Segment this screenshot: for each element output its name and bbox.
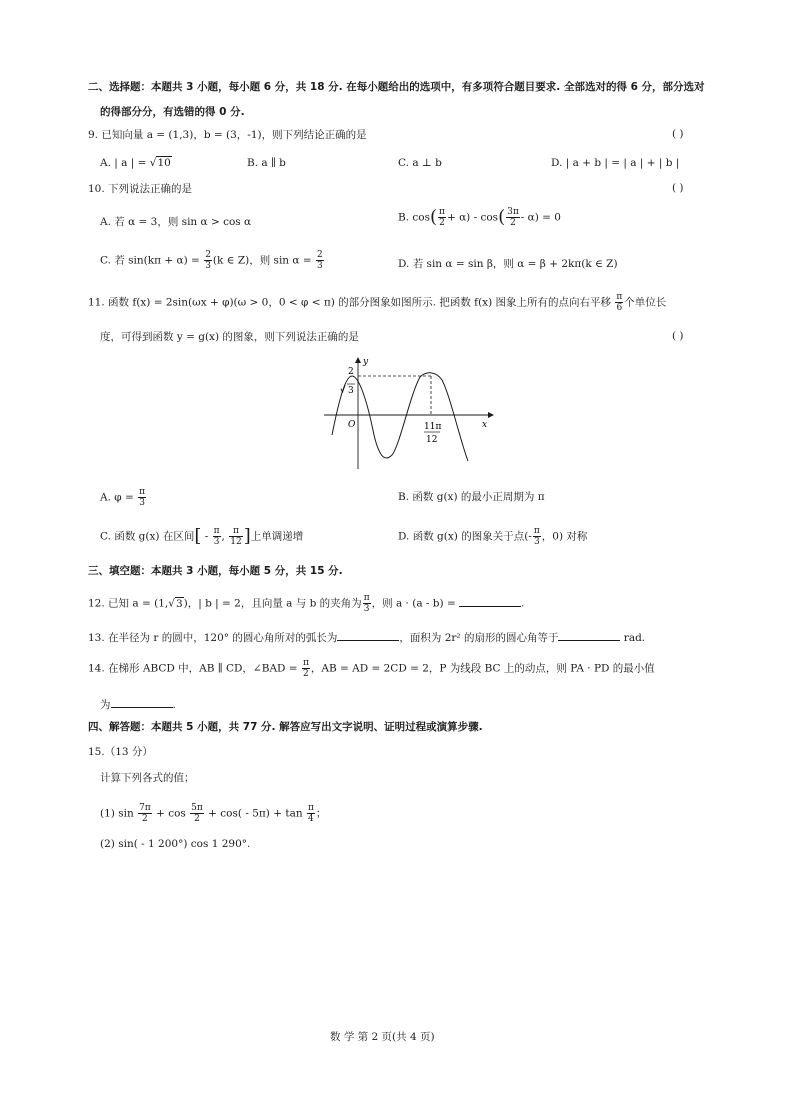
q10-answer-paren: ( ) [672, 182, 684, 194]
q11-option-b: B. 函数 g(x) 的最小正周期为 π [398, 491, 545, 503]
q9-stem: 9. 已知向量 a = (1,3)，b = (3，-1)，则下列结论正确的是 [88, 129, 367, 141]
q9-option-d: D. | a + b | = | a | + | b | [551, 157, 680, 169]
sine-graph [318, 355, 498, 473]
q15-title: 15.（13 分） [88, 746, 153, 758]
q12-answer-blank[interactable] [459, 596, 521, 607]
q10-option-c: C. 若 sin(kπ + α) = $\frac{2}{3}$ (k ∈ Z)，则 sin α = $\frac{2}{3}$ [100, 250, 323, 271]
y-max-label: 2 [348, 367, 354, 377]
q10-stem: 10. 下列说法正确的是 [88, 183, 193, 195]
y-sqrt3-label: 3 [348, 386, 354, 396]
q11-stem-line2: 度，可得到函数 y = g(x) 的图象，则下列说法正确的是 [100, 331, 359, 343]
q13-answer-blank-2[interactable] [558, 630, 620, 641]
q10-option-d: D. 若 sin α = sin β，则 α = β + 2kπ(k ∈ Z) [398, 258, 618, 270]
section2-heading-line2: 的得部分分，有选错的得 0 分. [100, 106, 245, 118]
sqrt3-radical: √ [340, 386, 346, 396]
q11-stem: 11. 函数 f(x) = 2sin(ωx + φ)(ω > 0，0 < φ < π) 的部分图象如图所示. 把函数 f(x) 图象上所有的点向右平移 $\frac{\pi}{6}$ 个单位长 [88, 292, 667, 313]
x-tick-denominator: 12 [426, 435, 438, 445]
x-axis-arrow [488, 412, 494, 418]
q14-answer-blank[interactable] [111, 697, 173, 708]
q15-intro: 计算下列各式的值； [100, 772, 195, 784]
y-axis-label: y [363, 357, 369, 367]
x-axis-label: x [482, 420, 488, 430]
x-tick-numerator: 11π [424, 422, 442, 432]
section2-heading: 二、选择题：本题共 3 小题，每小题 6 分，共 18 分. 在每小题给出的选项中，有多项符合题目要求. 全部选对的得 6 分，部分选对 [88, 81, 705, 93]
q9-option-a: A. | a | = √10 [100, 157, 171, 169]
q11-option-a: A. φ = $\frac{\pi}{3}$ [100, 487, 146, 508]
q11-option-d: D. 函数 g(x) 的图象关于点(- $\frac{\pi}{3}$ ，0) 对称 [398, 526, 588, 547]
section4-heading: 四、解答题：本题共 5 小题，共 77 分. 解答应写出文字说明、证明过程或演算步骤. [88, 721, 483, 733]
origin-label: O [348, 420, 356, 430]
q13-text: 13. 在半径为 r 的圆中，120° 的圆心角所对的弧长为 ，面积为 2r² 的扇形的圆心角等于 rad. [88, 632, 646, 644]
q11-answer-paren: ( ) [672, 330, 684, 342]
section3-heading: 三、填空题：本题共 3 小题，每小题 5 分，共 15 分. [88, 565, 343, 577]
q13-answer-blank-1[interactable] [337, 630, 399, 641]
q9-option-c: C. a ⊥ b [398, 157, 442, 169]
q15-part1: (1) sin $\frac{7\pi}{2}$ + cos $\frac{5\pi}{2}$ + cos( - 5π) + tan $\frac{\pi}{4}$ ； [100, 803, 327, 824]
q15-part2: (2) sin( - 1 200°) cos 1 290°. [100, 838, 251, 850]
q9-option-b: B. a ∥ b [247, 157, 286, 169]
q10-option-b: B. cos( $\frac{\pi}{2}$ + α) - cos( $\frac{3\pi}{2}$ - α) = 0 [398, 206, 561, 228]
q10-option-a: A. 若 α = 3，则 sin α > cos α [100, 216, 252, 228]
q12-text: 12. 已知 a = (1,√3)，| b | = 2，且向量 a 与 b 的夹角为 $\frac{\pi}{3}$ ，则 a · (a - b) = . [88, 593, 525, 614]
q11-option-c: C. 函数 g(x) 在区间[ - $\frac{\pi}{3}$ , $\frac{\pi}{12}$ ]上单调递增 [100, 525, 304, 547]
q14-text: 14. 在梯形 ABCD 中，AB ∥ CD，∠BAD = $\frac{\pi}{2}$ ，AB = AD = 2CD = 2，P 为线段 BC 上的动点，则 PA · PD 的最小值 [88, 658, 655, 679]
y-axis-arrow [355, 357, 361, 363]
q9-answer-paren: ( ) [672, 128, 684, 140]
q14-line2: 为 . [100, 699, 176, 711]
page-footer: 数 学 第 2 页(共 4 页) [330, 1031, 435, 1043]
